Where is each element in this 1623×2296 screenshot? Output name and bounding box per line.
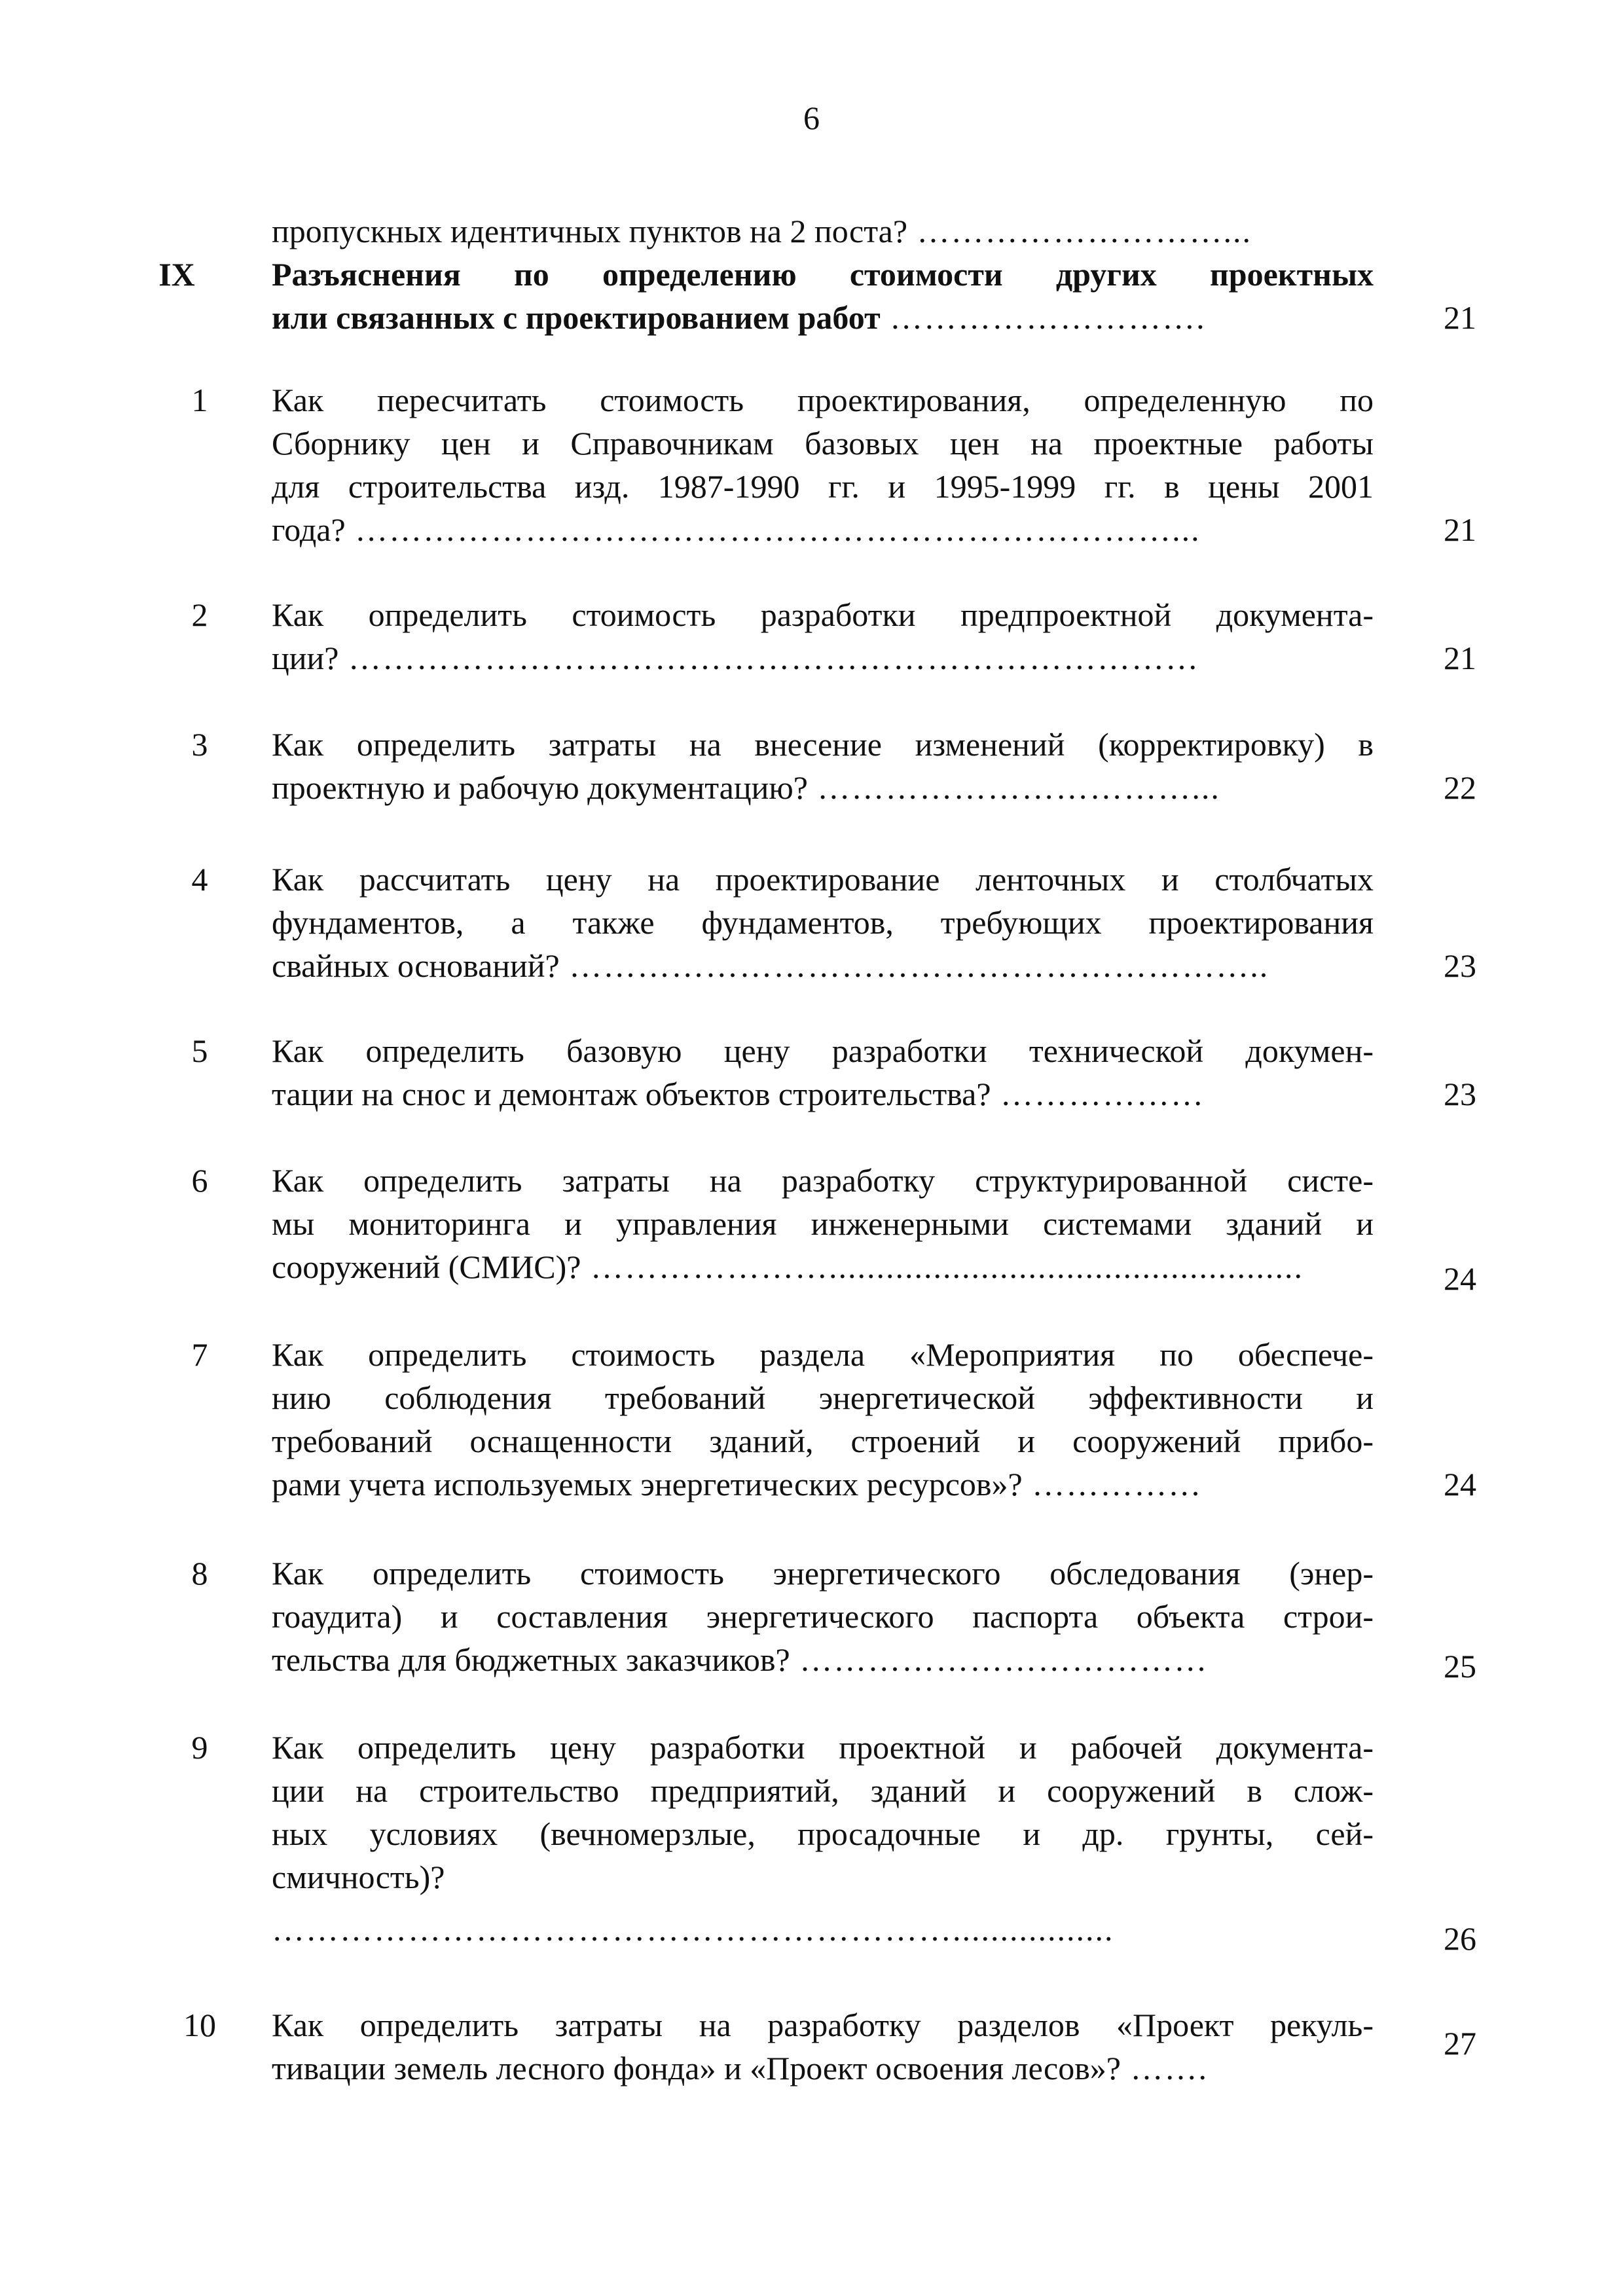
item-number: 3 [191,726,208,763]
entry-line: Как определить затраты на внесение изменений (корректировку) в [272,726,1374,763]
dot-leader: …………… [1022,1466,1203,1503]
entry-line: Как пересчитать стоимость проектирования, определенную по [272,382,1374,418]
entry-last-line: тации на снос и демонтаж объектов строительства? [272,1076,991,1112]
page-ref: 23 [1444,947,1476,984]
dot-leader: …………………………………………………….. [559,947,1269,984]
dot-leader: ……. [1121,2050,1208,2086]
entry-line: Как определить затраты на разработку разделов «Проект рекуль- [272,2007,1374,2043]
page-ref: 24 [1444,1466,1476,1503]
entry-last-line: года? [272,511,346,548]
dot-leader: ……………………………………………………................. [272,1911,1114,1948]
page-ref: 26 [1444,1920,1476,1957]
entry-last-line: рами учета используемых энергетических ресурсов»? [272,1466,1023,1503]
entry-line: нию соблюдения требований энергетической эффективности и [272,1379,1374,1416]
page-ref: 21 [1444,640,1476,676]
toc-entry-text [272,378,1374,551]
entry-line: гоаудита) и составления энергетического паспорта объекта строи- [272,1598,1374,1635]
page-ref: 27 [1444,2025,1476,2062]
toc-entry-text [272,1159,1374,1288]
entry-line: ции на строительство предприятий, зданий и сооружений в слож- [272,1772,1374,1809]
toc-entry-text [272,2003,1374,2090]
section-title-line: Разъяснения по определению стоимости других проектных [272,256,1374,293]
page-number: 6 [803,100,820,136]
entry-last-line: тельства для бюджетных заказчиков? [272,1641,790,1678]
page-ref: 23 [1444,1076,1476,1112]
page-ref: 25 [1444,1648,1476,1685]
toc-entry-text [272,210,1374,253]
dot-leader: ……………………………… [790,1641,1209,1678]
entry-line: Как определить стоимость разработки предпроектной документа- [272,596,1374,633]
dot-leader: ………………………... [907,213,1252,249]
page-ref: 21 [1444,511,1476,548]
dot-leader: ……………………………... [807,769,1220,806]
item-number: 4 [191,861,208,898]
continuation-text: пропускных идентичных пунктов на 2 поста? [272,213,908,249]
item-number: 9 [191,1729,208,1766]
toc-entry-text [272,1726,1374,1951]
entry-line: Как рассчитать цену на проектирование ленточных и столбчатых [272,861,1374,898]
entry-last-line: тивации земель лесного фонда» и «Проект освоения лесов»? [272,2050,1121,2086]
entry-line: Как определить стоимость энергетического обследования (энер- [272,1555,1374,1592]
entry-line: Как определить базовую цену разработки технической докумен- [272,1032,1374,1069]
section-number: IX [158,256,195,293]
item-number: 1 [191,382,208,418]
entry-last-line: ции? [272,640,339,676]
page-ref: 21 [1444,299,1476,336]
item-number: 2 [191,596,208,633]
toc-entry-text [272,1029,1374,1116]
entry-line: ных условиях (вечномерзлые, просадочные и др. грунты, сей- [272,1815,1374,1852]
page-ref: 24 [1444,1260,1476,1297]
dot-leader: ………………….................................................. [581,1248,1304,1285]
item-number: 6 [191,1162,208,1199]
entry-line: Как определить стоимость раздела «Мероприятия по обеспече- [272,1336,1374,1373]
dot-leader: ………………………. [880,299,1206,336]
item-number: 10 [183,2007,216,2043]
dot-leader: ………………………………………………………………... [345,511,1201,548]
entry-last-line: проектную и рабочую документацию? [272,769,808,806]
entry-line: Как определить затраты на разработку структурированной систе- [272,1162,1374,1199]
entry-line: смичность)? [272,1859,445,1895]
entry-line: для строительства изд. 1987-1990 гг. и 1995-1999 гг. в цены 2001 [272,468,1374,505]
entry-line: требований оснащенности зданий, строений и сооружений прибо- [272,1423,1374,1459]
item-number: 8 [191,1555,208,1592]
toc-entry-text [272,723,1374,809]
item-number: 7 [191,1336,208,1373]
entry-line: мы мониторинга и управления инженерными системами зданий и [272,1205,1374,1242]
dot-leader: ……………… [991,1076,1205,1112]
entry-last-line: свайных оснований? [272,947,560,984]
toc-entry-text [272,1333,1374,1506]
entry-last-line: сооружений (СМИС)? [272,1248,581,1285]
page-ref: 22 [1444,769,1476,806]
section-title-line: или связанных с проектированием работ [272,299,881,336]
dot-leader: ………………………………………………………………… [338,640,1199,676]
entry-line: фундаментов, а также фундаментов, требующих проектирования [272,904,1374,941]
entry-line: Сборнику цен и Справочникам базовых цен на проектные работы [272,425,1374,462]
toc-entry-text [272,593,1374,680]
entry-line: Как определить цену разработки проектной и рабочей документа- [272,1729,1374,1766]
toc-entry-text [272,1552,1374,1681]
item-number: 5 [191,1032,208,1069]
section-title [272,253,1374,339]
toc-entry-text [272,858,1374,987]
